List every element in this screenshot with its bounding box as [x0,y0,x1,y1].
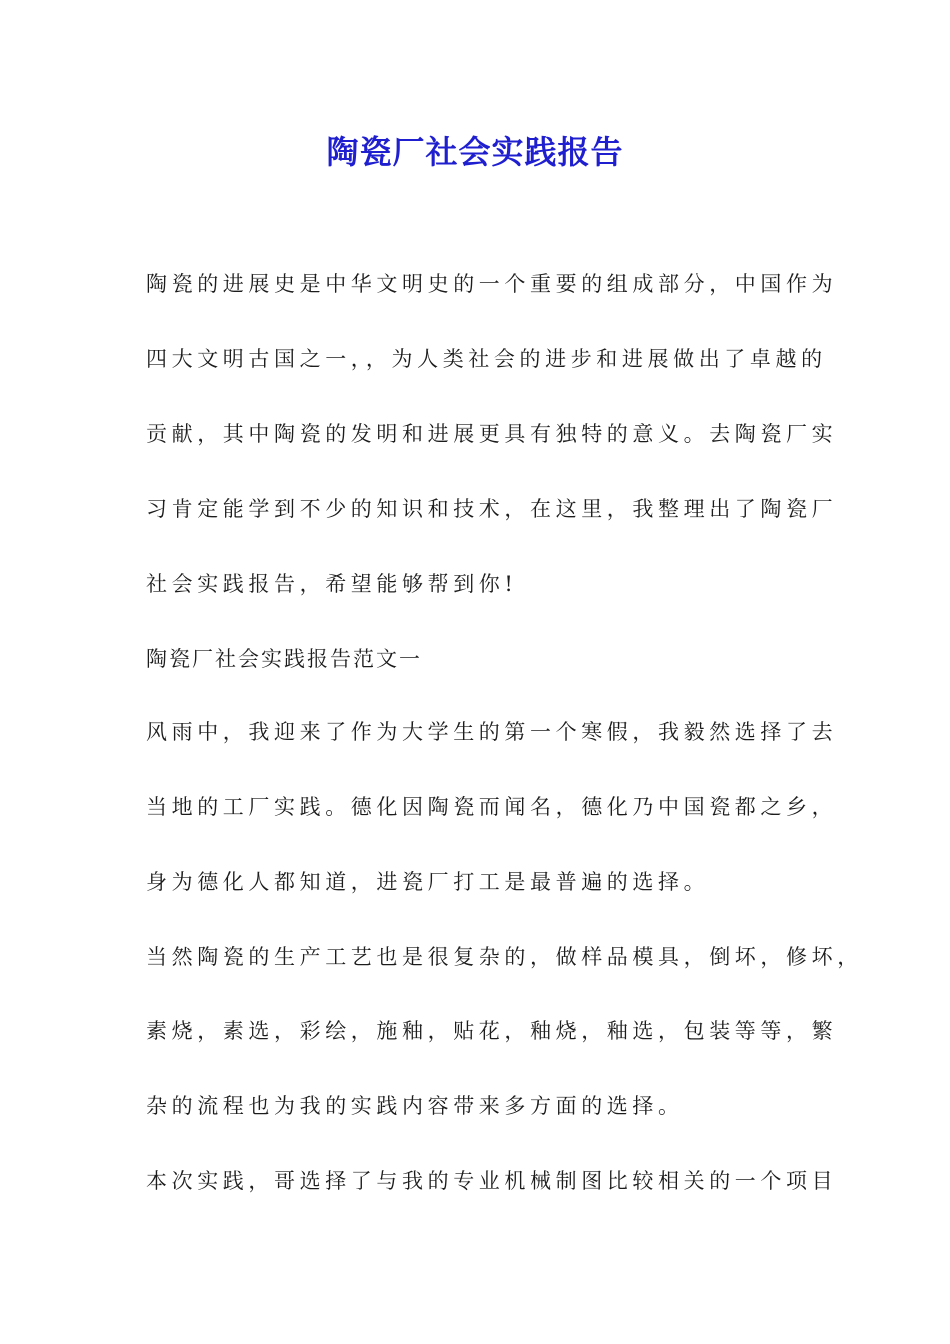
paragraph-line: 风雨中，我迎来了作为大学生的第一个寒假，我毅然选择了去 [146,720,838,744]
paragraph-line: 习肯定能学到不少的知识和技术，在这里，我整理出了陶瓷厂 [146,497,838,521]
paragraph-line: 身为德化人都知道，进瓷厂打工是最普遍的选择。 [146,870,710,894]
paragraph-line: 社会实践报告，希望能够帮到你! [146,572,518,596]
paragraph-line: 当然陶瓷的生产工艺也是很复杂的，做样品模具，倒坏，修坏， [146,945,863,969]
paragraph-line: 贡献，其中陶瓷的发明和进展更具有独特的意义。去陶瓷厂实 [146,422,838,446]
paragraph-line: 本次实践，哥选择了与我的专业机械制图比较相关的一个项目 [146,1169,838,1193]
paragraph-line: 陶瓷的进展史是中华文明史的一个重要的组成部分，中国作为 [146,272,838,296]
section-heading: 陶瓷厂社会实践报告范文一 [146,647,422,671]
paragraph-line: 四大文明古国之一，，为人类社会的进步和进展做出了卓越的 [146,347,827,371]
paragraph-line: 当地的工厂实践。德化因陶瓷而闻名，德化乃中国瓷都之乡， [146,795,838,819]
paragraph-line: 素烧，素选，彩绘，施釉，贴花，釉烧，釉选，包装等等，繁 [146,1019,838,1043]
document-title: 陶瓷厂社会实践报告 [326,133,624,171]
paragraph-line: 杂的流程也为我的实践内容带来多方面的选择。 [146,1094,684,1118]
